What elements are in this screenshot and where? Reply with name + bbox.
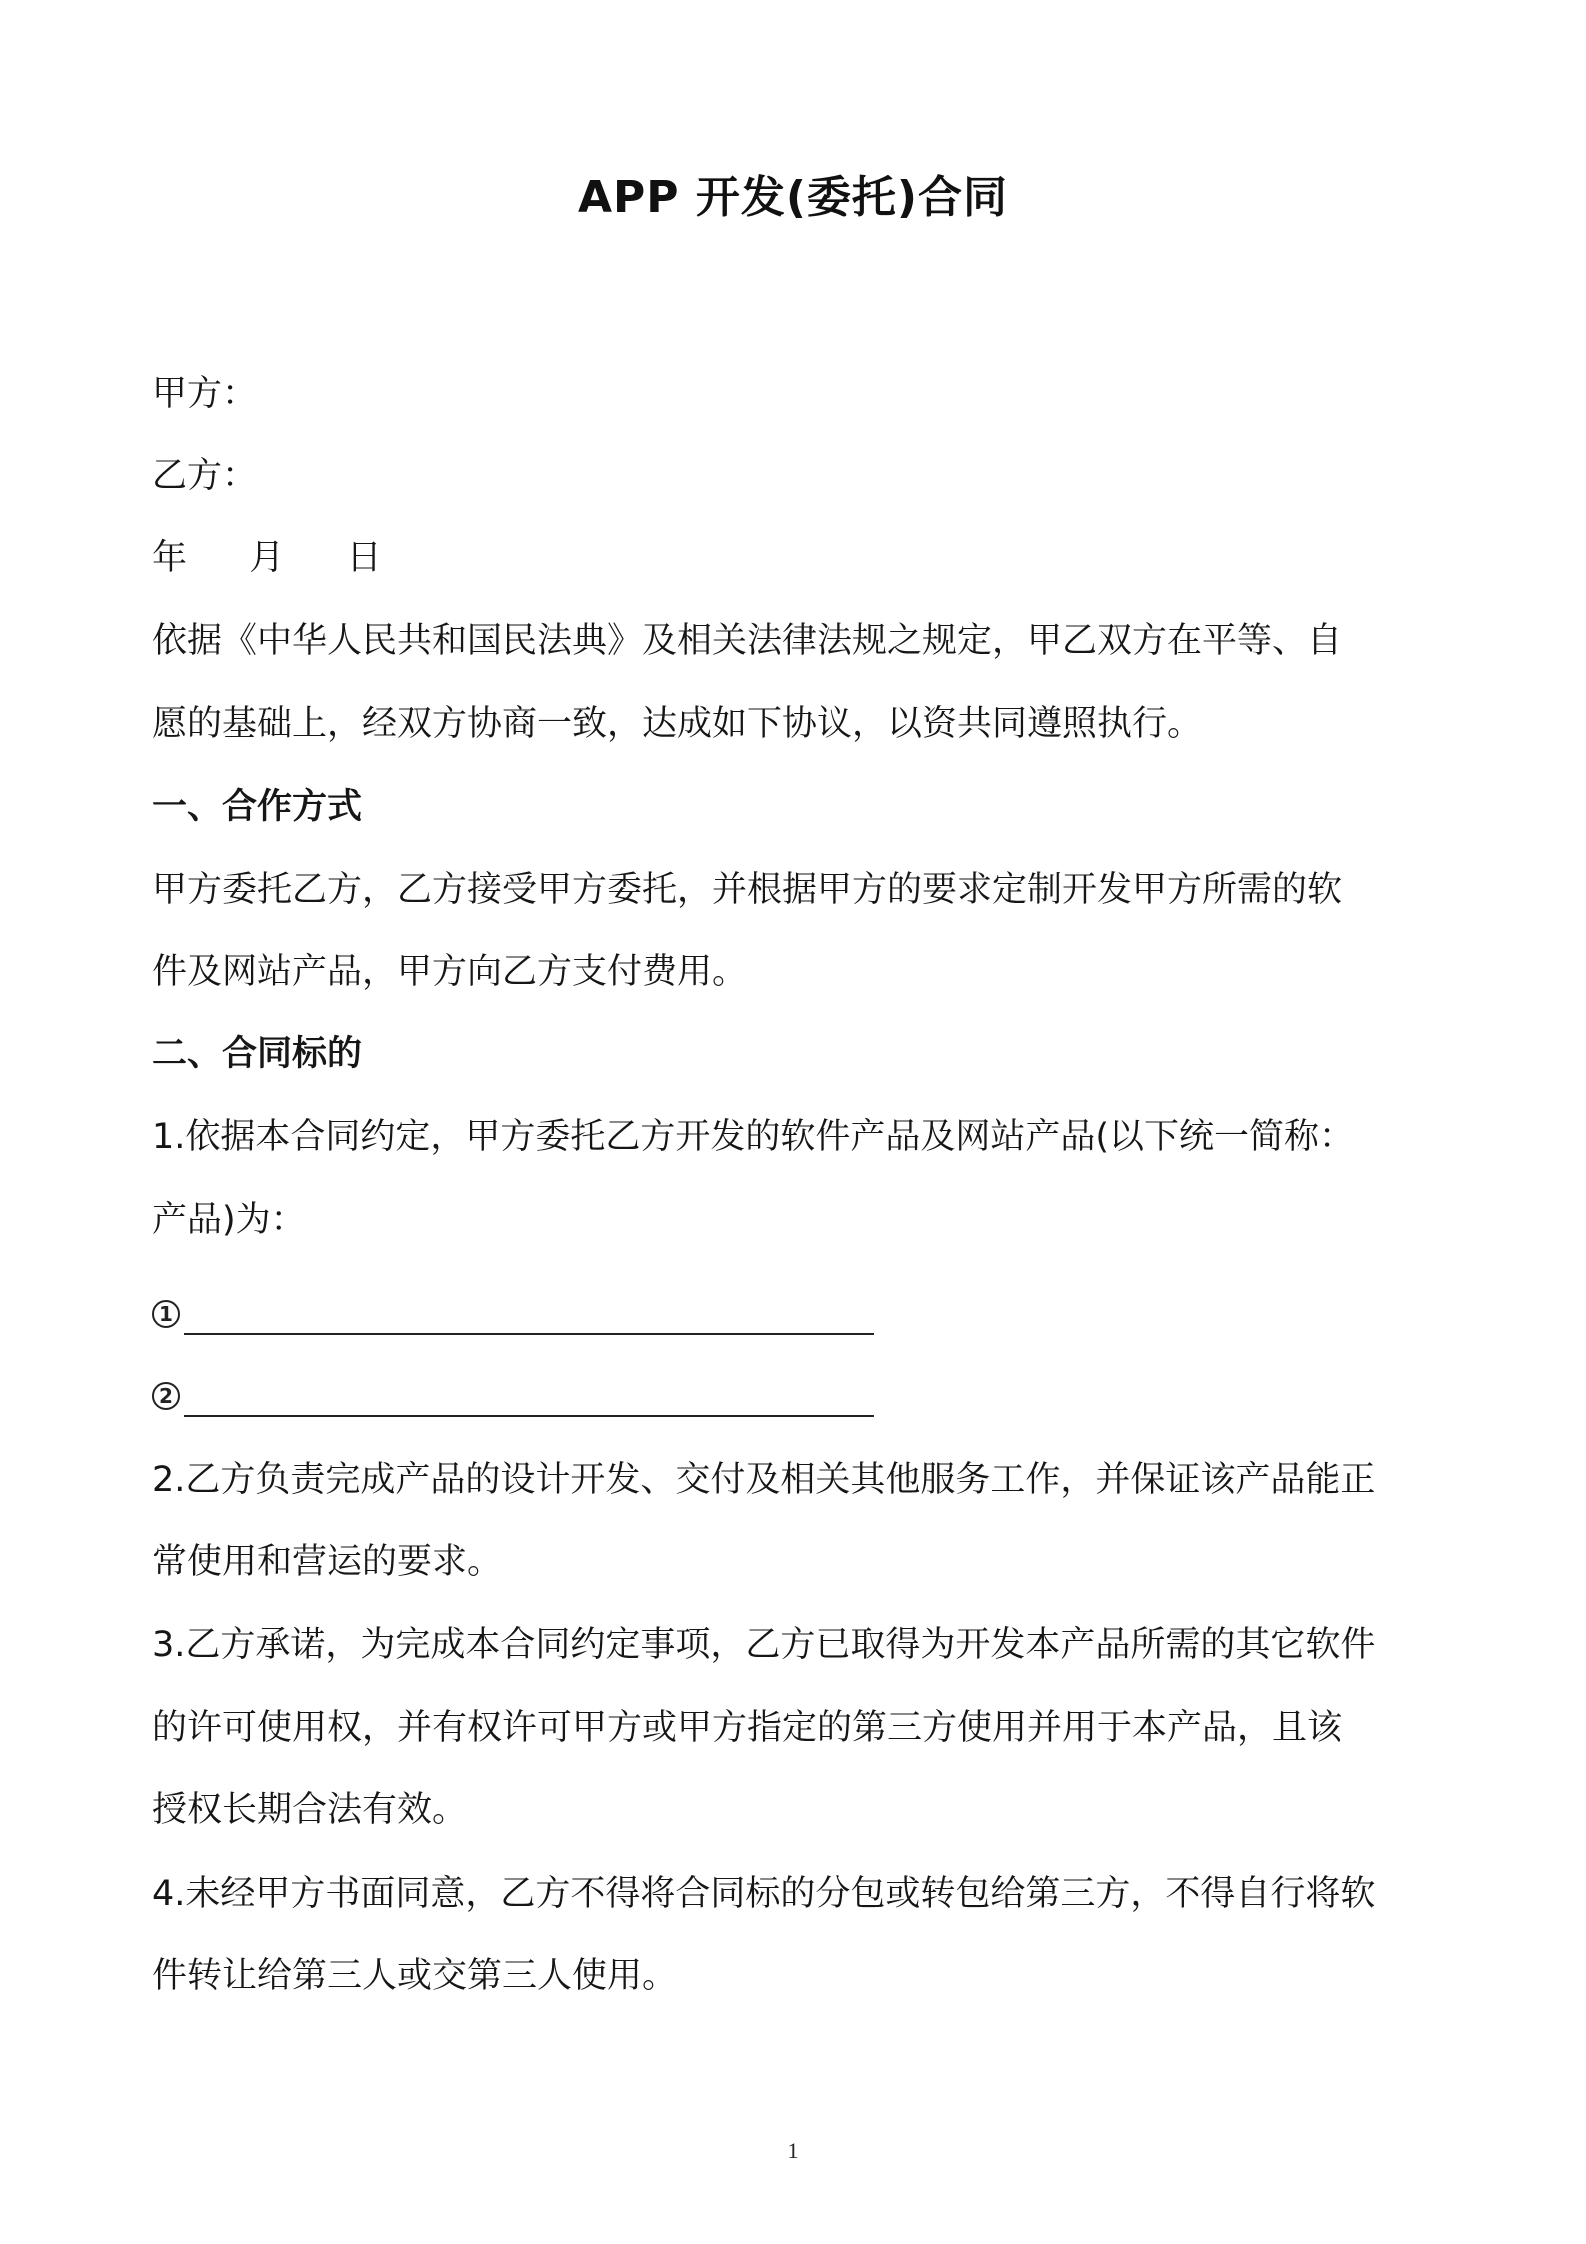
fill-in-item xyxy=(152,1372,874,1420)
date-month: 月 xyxy=(249,538,285,578)
clause-line: 2.乙方负责完成产品的设计开发、交付及相关其他服务工作，并保证该产品能正 xyxy=(152,1460,1376,1500)
circled-number: 2 xyxy=(152,1382,180,1410)
section-heading: 二、合同标的 xyxy=(152,1034,363,1074)
preamble-line: 愿的基础上，经双方协商一致，达成如下协议，以资共同遵照执行。 xyxy=(152,704,1203,744)
fill-in-blank-line[interactable] xyxy=(184,1375,874,1417)
party-a-label: 甲方： xyxy=(152,374,258,414)
date-year: 年 xyxy=(152,538,188,578)
circled-number: 1 xyxy=(152,1300,180,1328)
fill-in-blank-line[interactable] xyxy=(184,1293,874,1335)
fill-in-item xyxy=(152,1290,874,1338)
section-heading: 一、合作方式 xyxy=(152,787,363,827)
preamble-line: 依据《中华人民共和国民法典》及相关法律法规之规定，甲乙双方在平等、自 xyxy=(152,621,1343,661)
date-day: 日 xyxy=(346,538,382,578)
party-b-label: 乙方： xyxy=(152,456,258,496)
clause-line: 4.未经甲方书面同意，乙方不得将合同标的分包或转包给第三方，不得自行将软 xyxy=(152,1874,1376,1914)
clause-line: 产品)为： xyxy=(152,1200,306,1240)
clause-line: 常使用和营运的要求。 xyxy=(152,1542,503,1582)
section-text-line: 甲方委托乙方，乙方接受甲方委托，并根据甲方的要求定制开发甲方所需的软 xyxy=(152,870,1343,910)
document-title: APP 开发(委托)合同 xyxy=(577,172,1009,223)
clause-line: 授权长期合法有效。 xyxy=(152,1790,468,1830)
clause-line: 1.依据本合同约定，甲方委托乙方开发的软件产品及网站产品(以下统一简称： xyxy=(152,1117,1355,1157)
section-text-line: 件及网站产品，甲方向乙方支付费用。 xyxy=(152,952,748,992)
clause-line: 3.乙方承诺，为完成本合同约定事项，乙方已取得为开发本产品所需的其它软件 xyxy=(152,1625,1376,1665)
clause-line: 的许可使用权，并有权许可甲方或甲方指定的第三方使用并用于本产品，且该 xyxy=(152,1708,1343,1748)
date-line xyxy=(152,534,1442,582)
page-number: 1 xyxy=(787,2138,799,2163)
clause-line: 件转让给第三人或交第三人使用。 xyxy=(152,1956,678,1996)
